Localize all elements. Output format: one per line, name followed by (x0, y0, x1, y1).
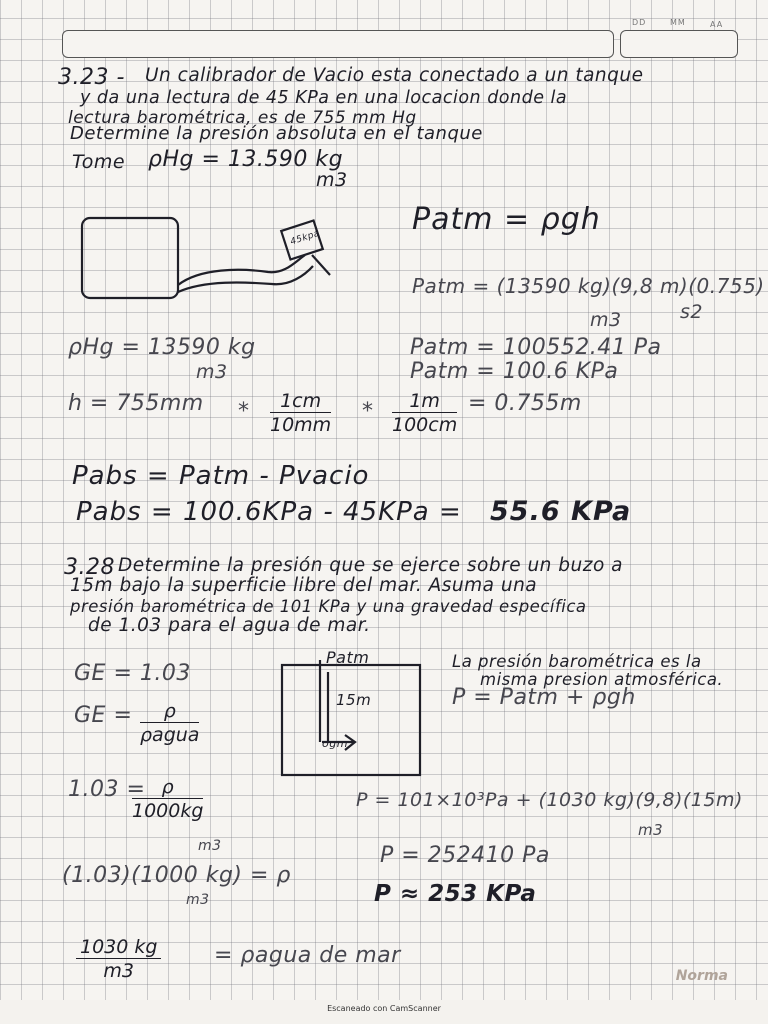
date-label-mm: MM (670, 18, 686, 27)
ge-definition: GE = (74, 703, 133, 728)
patm-top-label: Patm (326, 648, 370, 667)
problem-323-line-2: y da una lectura de 45 KPa en una locacion donde la (80, 88, 568, 108)
notebook-brand-logo: Norma (675, 968, 728, 984)
pressure-substitution: P = 101×10³Pa + (1030 kg)(9,8)(15m) (356, 789, 743, 811)
h-mult-1: * (238, 399, 250, 424)
h-frac-2-num: 1m (392, 390, 457, 413)
problem-328-line-1: Determine la presión que se ejerce sobre un buzo a (118, 555, 623, 576)
scanner-footer: Escaneado con CamScanner (327, 1004, 441, 1013)
step3-frac-num: ρ (132, 776, 203, 799)
pabs-result: 55.6 KPa (490, 496, 632, 527)
problem-328-number: 3.28 (64, 555, 115, 580)
note-line-1: La presión barométrica es la (452, 652, 702, 671)
patm-calc-unit-s2: s2 (680, 301, 703, 323)
h-result: = 0.755m (468, 391, 582, 416)
step5-fraction (76, 936, 161, 982)
note-line-2: misma presion atmosférica. (480, 670, 724, 689)
step4-unit: m3 (186, 892, 210, 908)
ge-frac-num: ρ (140, 700, 199, 723)
rho-hg-given-unit: m3 (316, 169, 348, 191)
ge-frac-den: ρagua (140, 724, 200, 746)
patm-calc-unit-m3: m3 (590, 309, 622, 331)
h-frac-2-den: 100cm (392, 414, 458, 436)
pressure-substitution-unit: m3 (638, 821, 664, 839)
patm-formula: Patm = ρgh (412, 202, 601, 237)
problem-323-line-3: lectura barométrica, es de 755 mm Hg (68, 108, 417, 128)
patm-result-kpa: Patm = 100.6 KPa (410, 359, 619, 384)
tank-sketch (82, 218, 330, 298)
problem-328-line-2: 15m bajo la superficie libre del mar. Asuma una (70, 575, 538, 596)
step3-lhs: 1.03 = (68, 777, 146, 802)
step5-frac-num: 1030 kg (76, 936, 161, 959)
h-value: h = 755mm (68, 391, 204, 416)
step4: (1.03)(1000 kg) = ρ (62, 863, 291, 888)
problem-323-line-4: Determine la presión absoluta en el tanque (70, 123, 483, 144)
rho-hg-line: ρHg = 13590 kg (68, 335, 256, 360)
step3-frac-den: 1000kg (132, 800, 204, 822)
rho-hg-line-unit: m3 (196, 361, 228, 383)
h-frac-m-cm (392, 390, 457, 436)
take-label: Tome (72, 151, 126, 173)
pressure-formula: P = Patm + ρgh (452, 685, 636, 710)
step3-unit: m3 (198, 838, 222, 854)
sea-box-sketch (282, 660, 420, 775)
ge-value: GE = 1.03 (74, 661, 191, 686)
problem-323-line-1: Un calibrador de Vacio esta conectado a un tanque (145, 65, 644, 86)
depth-label: 15m (336, 691, 372, 709)
h-mult-2: * (362, 399, 374, 424)
date-label-dd: DD (632, 18, 647, 27)
pabs-formula: Pabs = Patm - Pvacio (72, 461, 370, 491)
step3-fraction (132, 776, 203, 822)
step5-rhs: = ρagua de mar (214, 943, 401, 968)
problem-328-line-3: presión barométrica de 101 KPa y una gravedad específica (70, 597, 587, 616)
patm-result-pa: Patm = 100552.41 Pa (410, 335, 662, 360)
ge-fraction (140, 700, 199, 746)
pressure-approx: P ≈ 253 KPa (374, 881, 537, 907)
date-label-aa: AA (710, 20, 724, 29)
h-frac-1-num: 1cm (270, 390, 331, 413)
step5-frac-den: m3 (103, 960, 135, 982)
diver-label: ogm (322, 737, 348, 750)
h-frac-cm-mm (270, 390, 331, 436)
h-frac-1-den: 10mm (270, 414, 332, 436)
pabs-calculation: Pabs = 100.6KPa - 45KPa = (76, 497, 462, 527)
problem-323-number: 3.23 - (58, 65, 125, 90)
pressure-value: P = 252410 Pa (380, 843, 550, 868)
patm-calculation: Patm = (13590 kg)(9,8 m)(0.755) (412, 274, 765, 298)
rho-hg-given: ρHg = 13.590 kg (148, 147, 344, 172)
gauge-label: 45kpa (289, 228, 322, 248)
problem-328-line-4: de 1.03 para el agua de mar. (88, 615, 371, 636)
